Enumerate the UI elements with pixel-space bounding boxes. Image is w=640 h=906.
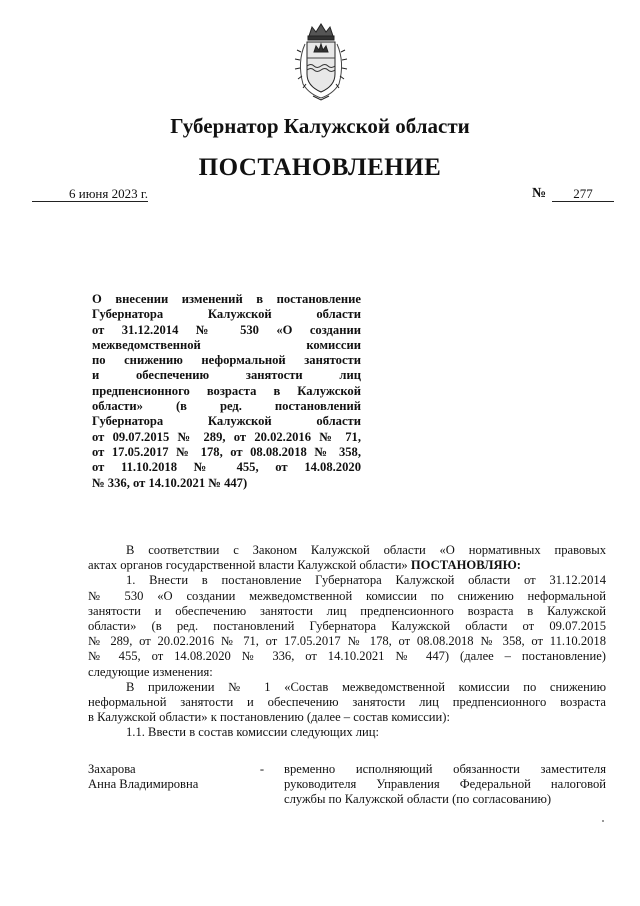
member-role-line: службы по Калужской области (по согласованию) [284, 792, 552, 807]
member-role-line: руководителя Управления Федеральной налоговой [284, 777, 606, 792]
title-line: от 09.07.2015 № 289, от 20.02.2016 № 71, [92, 429, 361, 444]
appendix-line: неформальной занятости и обеспечению занятости лиц предпенсионного возраста [88, 695, 606, 710]
subitem-1-1: 1.1. Ввести в состав комиссии следующих лиц: [126, 725, 380, 740]
member-dash: - [259, 762, 265, 776]
resolve-keyword: ПОСТАНОВЛЯЮ: [410, 558, 521, 573]
decree-body [88, 543, 606, 741]
title-line: межведомственной комиссии [92, 337, 361, 352]
title-line: от 17.05.2017 № 178, от 08.08.2018 № 358, [92, 444, 361, 459]
item-1-line: № 455, от 14.08.2020 № 336, от 14.10.2021 № 447) (далее – постановление) [88, 649, 606, 664]
kaluga-coat-of-arms-icon [293, 22, 349, 102]
issuing-authority: Губернатор Калужской области [170, 114, 470, 138]
decree-title [92, 292, 361, 491]
title-line: от 11.10.2018 № 455, от 14.08.2020 [92, 460, 361, 475]
item-1-line: следующие изменения: [88, 664, 213, 679]
title-line: области» (в ред. постановлений [92, 399, 361, 414]
item-1-line: занятости и обеспечению занятости лиц предпенсионного возраста в Калужской [88, 603, 606, 618]
decree-date: 6 июня 2023 г. [32, 186, 148, 202]
preamble-line [88, 558, 606, 573]
document-type-heading: ПОСТАНОВЛЕНИЕ [198, 154, 442, 181]
scan-speck [602, 820, 604, 822]
title-line: по снижению неформальной занятости [92, 353, 361, 368]
title-line: предпенсионного возраста в Калужской [92, 383, 361, 398]
item-1-line: области» (в ред. постановлений Губернатора Калужской области от 09.07.2015 [88, 619, 606, 634]
title-line: от 31.12.2014 № 530 «О создании [92, 322, 361, 337]
preamble-text: актах органов государственной власти Калужской области» [88, 558, 408, 573]
member-role [284, 762, 606, 808]
title-line: и обеспечению занятости лиц [92, 368, 361, 383]
decree-number: 277 [552, 186, 614, 202]
appendix-line: В приложении № 1 «Состав межведомственной комиссии по снижению [126, 679, 606, 694]
preamble-line: В соответствии с Законом Калужской области «О нормативных правовых [126, 543, 606, 557]
member-role-line: временно исполняющий обязанности заместителя [284, 762, 606, 776]
title-line: Губернатора Калужской области [92, 307, 361, 322]
title-line: № 336, от 14.10.2021 № 447) [92, 475, 248, 490]
title-line: О внесении изменений в постановление [92, 292, 361, 306]
appendix-line: в Калужской области» к постановлению (далее – состав комиссии): [88, 710, 450, 725]
member-surname: Захарова [88, 762, 136, 776]
item-1-line: 1. Внести в постановление Губернатора Калужской области от 31.12.2014 [126, 573, 606, 588]
item-1-line: № 530 «О создании межведомственной комиссии по снижению неформальной [88, 588, 606, 603]
member-name [88, 762, 248, 792]
item-1-line: № 289, от 20.02.2016 № 71, от 17.05.2017 № 178, от 08.08.2018 № 358, от 11.10.2018 [88, 634, 606, 649]
member-given-names: Анна Владимировна [88, 777, 199, 792]
number-sign: № [532, 186, 547, 201]
title-line: Губернатора Калужской области [92, 414, 361, 429]
